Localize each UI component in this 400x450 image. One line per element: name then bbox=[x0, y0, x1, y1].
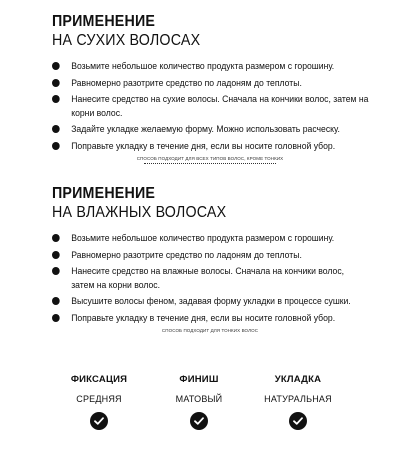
step-text: Задайте укладке желаемую форму. Можно использовать расческу. bbox=[71, 124, 340, 134]
bullet-icon bbox=[52, 79, 60, 87]
property-value: МАТОВЫЙ bbox=[175, 394, 223, 404]
checkmark-icon bbox=[190, 412, 208, 430]
property-hold bbox=[44, 373, 154, 430]
section-dry-hair bbox=[52, 12, 382, 164]
step-item bbox=[52, 295, 369, 309]
bullet-icon bbox=[52, 142, 60, 150]
step-text: Поправьте укладку в течение дня, если вы носите головной убор. bbox=[71, 140, 336, 151]
bullet-icon bbox=[52, 297, 60, 305]
checkmark-icon bbox=[90, 412, 108, 430]
step-item bbox=[52, 93, 369, 120]
product-properties bbox=[0, 373, 400, 443]
step-text: Нанесите средство на влажные волосы. Сначала на кончики волос, затем на корни волос. bbox=[71, 266, 345, 290]
step-item bbox=[52, 249, 369, 263]
section-title: ПРИМЕНЕНИЕ bbox=[52, 13, 156, 30]
bullet-icon bbox=[52, 267, 60, 275]
property-style bbox=[243, 373, 353, 430]
bullet-icon bbox=[52, 95, 60, 103]
bullet-icon bbox=[52, 314, 60, 322]
bullet-icon bbox=[52, 251, 60, 259]
step-item bbox=[52, 312, 369, 326]
property-value: СРЕДНЯЯ bbox=[76, 394, 122, 404]
step-text: Возьмите небольшое количество продукта размером с горошину. bbox=[71, 61, 335, 71]
property-label: ФИНИШ bbox=[179, 374, 219, 385]
step-item bbox=[52, 60, 369, 74]
bullet-icon bbox=[52, 62, 60, 70]
step-text: Высушите волосы феном, задавая форму укладки в процессе сушки. bbox=[71, 296, 351, 306]
steps-list bbox=[52, 232, 382, 325]
step-item bbox=[52, 77, 369, 91]
hair-type-note: СПОСОБ ПОДХОДИТ ДЛЯ ТОНКИХ ВОЛОС bbox=[161, 328, 259, 333]
bullet-icon bbox=[52, 234, 60, 242]
property-finish bbox=[144, 373, 254, 430]
bullet-icon bbox=[52, 125, 60, 133]
step-item bbox=[52, 232, 369, 246]
step-text: Возьмите небольшое количество продукта размером с горошину. bbox=[71, 233, 335, 243]
section-subtitle: НА СУХИХ ВОЛОСАХ bbox=[52, 32, 201, 49]
step-item bbox=[52, 265, 369, 292]
steps-list bbox=[52, 60, 382, 153]
property-value: НАТУРАЛЬНАЯ bbox=[264, 394, 332, 404]
checkmark-icon bbox=[289, 412, 307, 430]
dotted-divider bbox=[144, 163, 276, 164]
hair-type-note: СПОСОБ ПОДХОДИТ ДЛЯ ВСЕХ ТИПОВ ВОЛОС, КРОМЕ ТОНКИХ bbox=[136, 156, 284, 161]
property-label: ФИКСАЦИЯ bbox=[70, 374, 128, 385]
step-text: Равномерно разотрите средство по ладоням до теплоты. bbox=[71, 249, 302, 260]
step-text: Нанесите средство на сухие волосы. Сначала на кончики волос, затем на корни волос. bbox=[71, 94, 369, 118]
property-label: УКЛАДКА bbox=[274, 374, 322, 385]
section-title: ПРИМЕНЕНИЕ bbox=[52, 185, 156, 202]
section-wet-hair bbox=[52, 184, 382, 334]
section-subtitle: НА ВЛАЖНЫХ ВОЛОСАХ bbox=[52, 204, 227, 221]
step-text: Поправьте укладку в течение дня, если вы носите головной убор. bbox=[71, 312, 336, 323]
step-item bbox=[52, 140, 369, 154]
step-text: Равномерно разотрите средство по ладоням до теплоты. bbox=[71, 77, 302, 88]
step-item bbox=[52, 123, 369, 137]
